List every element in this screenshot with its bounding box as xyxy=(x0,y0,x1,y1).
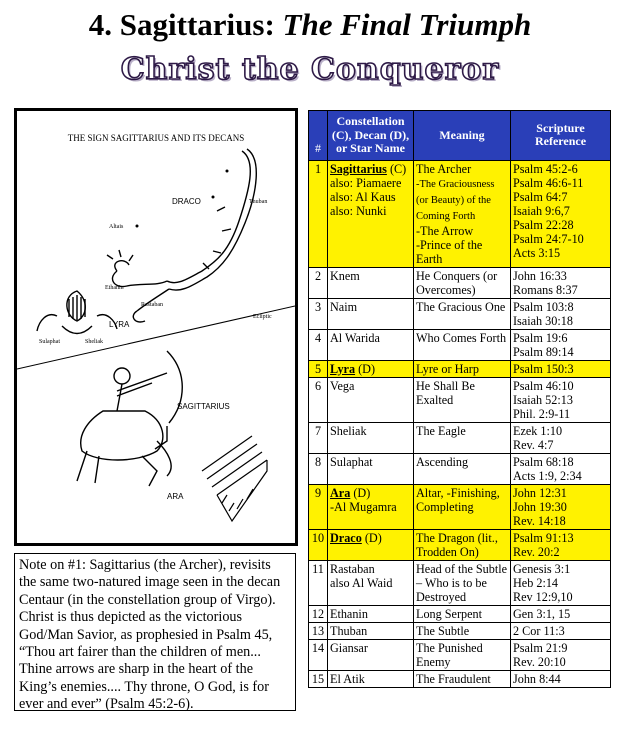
row-scripture: Gen 3:1, 15 xyxy=(511,605,611,622)
table-header-row xyxy=(309,111,611,161)
row-number: 5 xyxy=(309,360,328,377)
lyra-harp-figure xyxy=(37,291,117,334)
constellation-illustration xyxy=(14,108,298,546)
constellation-main-name: Sagittarius xyxy=(330,161,387,176)
label-ara: ARA xyxy=(167,492,184,501)
table-row xyxy=(309,453,611,484)
row-number: 15 xyxy=(309,670,328,687)
label-altais: Altais xyxy=(109,224,124,230)
row-constellation: Knem xyxy=(328,267,414,298)
row-scripture: John 12:31 John 19:30 Rev. 14:18 xyxy=(511,484,611,529)
banner-title: Christ the Conqueror xyxy=(120,52,500,87)
row-constellation: Sulaphat xyxy=(328,453,414,484)
row-constellation: Naim xyxy=(328,298,414,329)
row-scripture: Psalm 68:18 Acts 1:9, 2:34 xyxy=(511,453,611,484)
row-scripture: Psalm 21:9 Rev. 20:10 xyxy=(511,639,611,670)
constellation-table xyxy=(308,110,611,688)
row-scripture: 2 Cor 11:3 xyxy=(511,622,611,639)
draco-dragon-figure xyxy=(107,149,256,322)
row-meaning: The Eagle xyxy=(414,422,511,453)
table-row xyxy=(309,377,611,422)
row-number: 11 xyxy=(309,560,328,605)
row-scripture: Psalm 45:2-6 Psalm 46:6-11 Psalm 64:7 Isaiah 9:6,7 Psalm 22:28 Psalm 24:7-10 Acts 3:15 xyxy=(511,160,611,267)
note-box: Note on #1: Sagittarius (the Archer), revisits the same two-natured image seen in the decan Centaur (in the constellation group of Virgo). Christ is thus depicted as the victorious God/Man Savior, as prophesied in Psalm 45, “Thou art fairer than the children of men... Thine arrows are sharp in the heart of the King’s enemies.... Thy throne, O God, is for ever and ever” (Psalm 45:2-6). xyxy=(14,553,296,711)
row-number: 4 xyxy=(309,329,328,360)
row-scripture: Ezek 1:10 Rev. 4:7 xyxy=(511,422,611,453)
row-constellation: Giansar xyxy=(328,639,414,670)
table-row xyxy=(309,298,611,329)
sagittarius-archer-figure xyxy=(77,351,182,486)
ara-altar-figure xyxy=(202,436,267,521)
row-constellation: Thuban xyxy=(328,622,414,639)
row-number: 9 xyxy=(309,484,328,529)
row-number: 8 xyxy=(309,453,328,484)
row-number: 13 xyxy=(309,622,328,639)
label-draco: DRACO xyxy=(172,197,201,206)
header-constellation: Constellation (C), Decan (D), or Star Name xyxy=(328,111,414,161)
row-scripture: John 8:44 xyxy=(511,670,611,687)
row-constellation: Ara (D) -Al Mugamra xyxy=(328,484,414,529)
row-meaning: He Conquers (or Overcomes) xyxy=(414,267,511,298)
table-row xyxy=(309,329,611,360)
row-meaning: The Dragon (lit., Trodden On) xyxy=(414,529,511,560)
row-meaning: The Gracious One xyxy=(414,298,511,329)
constellation-main-name: Lyra xyxy=(330,361,356,376)
row-constellation: Lyra (D) xyxy=(328,360,414,377)
row-meaning: He Shall Be Exalted xyxy=(414,377,511,422)
page-title xyxy=(0,8,620,42)
constellation-main-name: Ara xyxy=(330,485,351,500)
row-constellation: Sagittarius (C) also: Piamaere also: Al Kaus also: Nunki xyxy=(328,160,414,267)
row-number: 14 xyxy=(309,639,328,670)
row-scripture: Psalm 46:10 Isaiah 52:13 Phil. 2:9-11 xyxy=(511,377,611,422)
table-row xyxy=(309,484,611,529)
row-meaning: Head of the Subtle – Who is to be Destroyed xyxy=(414,560,511,605)
row-number: 10 xyxy=(309,529,328,560)
row-constellation: El Atik xyxy=(328,670,414,687)
row-number: 2 xyxy=(309,267,328,298)
row-scripture: Psalm 91:13 Rev. 20:2 xyxy=(511,529,611,560)
row-meaning: Who Comes Forth xyxy=(414,329,511,360)
label-sulaphat: Sulaphat xyxy=(39,339,60,345)
table-row xyxy=(309,422,611,453)
label-ecliptic: Ecliptic xyxy=(253,314,272,320)
label-thuban: Thuban xyxy=(249,199,268,205)
row-scripture: Psalm 150:3 xyxy=(511,360,611,377)
header-meaning: Meaning xyxy=(414,111,511,161)
label-rastaban: Rastaban xyxy=(141,302,163,308)
row-meaning: Ascending xyxy=(414,453,511,484)
table-row xyxy=(309,639,611,670)
row-scripture: Psalm 19:6 Psalm 89:14 xyxy=(511,329,611,360)
table-row xyxy=(309,267,611,298)
row-meaning: The Punished Enemy xyxy=(414,639,511,670)
row-number: 3 xyxy=(309,298,328,329)
row-constellation: Rastaban also Al Waid xyxy=(328,560,414,605)
section-number: 4. xyxy=(88,7,113,42)
row-meaning: The Fraudulent xyxy=(414,670,511,687)
constellation-name: Sagittarius: xyxy=(119,7,275,42)
row-scripture: John 16:33 Romans 8:37 xyxy=(511,267,611,298)
row-number: 1 xyxy=(309,160,328,267)
table-row xyxy=(309,622,611,639)
label-sheliak: Sheliak xyxy=(85,339,103,345)
header-scripture: Scripture Reference xyxy=(511,111,611,161)
table-row xyxy=(309,605,611,622)
row-number: 7 xyxy=(309,422,328,453)
row-number: 12 xyxy=(309,605,328,622)
label-lyra: LYRA xyxy=(109,320,130,329)
row-meaning: The Subtle xyxy=(414,622,511,639)
row-meaning: Long Serpent xyxy=(414,605,511,622)
row-constellation: Vega xyxy=(328,377,414,422)
row-constellation: Ethanin xyxy=(328,605,414,622)
star-chart-drawing xyxy=(17,111,295,543)
table-row xyxy=(309,160,611,267)
row-scripture: Psalm 103:8 Isaiah 30:18 xyxy=(511,298,611,329)
constellation-main-name: Draco xyxy=(330,530,362,545)
row-scripture: Genesis 3:1 Heb 2:14 Rev 12:9,10 xyxy=(511,560,611,605)
label-sagittarius: SAGITTARIUS xyxy=(177,402,230,411)
table-row xyxy=(309,560,611,605)
header-num: # xyxy=(309,111,328,161)
row-constellation: Draco (D) xyxy=(328,529,414,560)
label-ethanin: Ethanin xyxy=(105,285,124,291)
row-meaning: Lyre or Harp xyxy=(414,360,511,377)
title-italic: The Final Triumph xyxy=(282,7,532,42)
table-row xyxy=(309,529,611,560)
row-constellation: Al Warida xyxy=(328,329,414,360)
row-meaning: The Archer -The Graciousness (or Beauty) of the Coming Forth -The Arrow -Prince of the Earth xyxy=(414,160,511,267)
row-number: 6 xyxy=(309,377,328,422)
row-constellation: Sheliak xyxy=(328,422,414,453)
illustration-caption: THE SIGN SAGITTARIUS AND ITS DECANS xyxy=(67,133,245,143)
row-meaning: Altar, -Finishing, Completing xyxy=(414,484,511,529)
table-row xyxy=(309,670,611,687)
table-row xyxy=(309,360,611,377)
